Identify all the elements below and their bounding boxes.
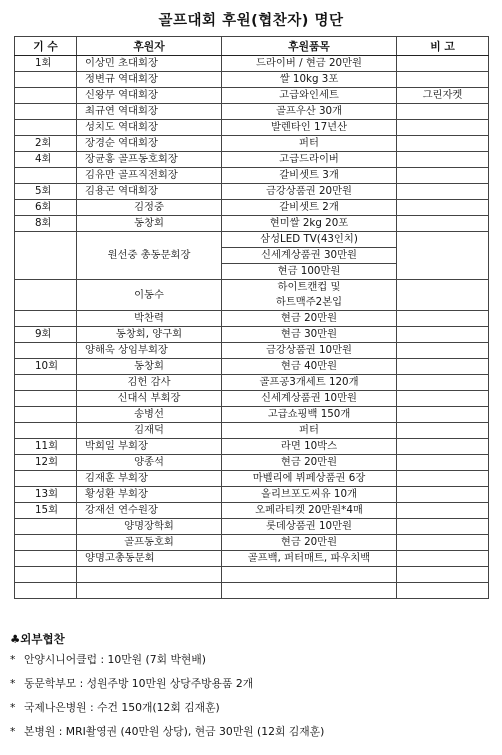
item-cell: 현금 20만원 [222, 311, 397, 327]
sponsor-cell: 김재훈 부회장 [77, 471, 222, 487]
item-cell: 현금 40만원 [222, 359, 397, 375]
external-item-text: 안양시니어클럽 : 10만원 (7회 박현배) [24, 653, 206, 666]
page-title: 골프대회 후원(협찬자) 명단 [158, 13, 344, 29]
gisu-cell: 15회 [15, 503, 77, 519]
note-cell [397, 359, 489, 375]
note-cell [397, 168, 489, 184]
gisu-cell [15, 471, 77, 487]
sponsor-cell: 박희일 부회장 [77, 439, 222, 455]
sponsor-cell: 정변규 역대회장 [77, 72, 222, 88]
item-cell: 고급쇼핑백 150개 [222, 407, 397, 423]
sponsor-cell: 송병선 [77, 407, 222, 423]
table-row [15, 407, 489, 423]
gisu-cell [15, 391, 77, 407]
sponsor-cell: 동창회, 양구회 [77, 327, 222, 343]
sponsor-cell: 김용곤 역대회장 [77, 184, 222, 200]
empty-cell [15, 583, 77, 599]
table-row [15, 168, 489, 184]
sponsor-cell: 동창회 [77, 216, 222, 232]
item-cell: 고급드라이버 [222, 152, 397, 168]
note-cell [397, 503, 489, 519]
note-cell [397, 439, 489, 455]
note-cell [397, 391, 489, 407]
note-cell [397, 136, 489, 152]
empty-cell [397, 567, 489, 583]
note-cell [397, 152, 489, 168]
item-cell: 하트맥주2본입 [222, 295, 397, 311]
external-list [10, 648, 490, 744]
item-cell: 발렌타인 17년산 [222, 120, 397, 136]
table-row [15, 391, 489, 407]
bullet-asterisk: * [10, 725, 16, 738]
gisu-cell [15, 232, 77, 280]
external-item [10, 648, 490, 672]
sponsor-cell: 장균홍 골프동호회장 [77, 152, 222, 168]
item-cell: 오페라티켓 20만원*4매 [222, 503, 397, 519]
note-cell [397, 471, 489, 487]
item-cell: 올리브포도씨유 10개 [222, 487, 397, 503]
item-cell: 현금 30만원 [222, 327, 397, 343]
gisu-cell: 1회 [15, 56, 77, 72]
gisu-cell [15, 535, 77, 551]
note-cell [397, 72, 489, 88]
gisu-cell [15, 88, 77, 104]
sponsor-cell: 황성환 부회장 [77, 487, 222, 503]
table-row [15, 72, 489, 88]
table-row-empty [15, 583, 489, 599]
note-cell [397, 535, 489, 551]
sponsor-cell: 동창회 [77, 359, 222, 375]
table-row [15, 152, 489, 168]
table-row [15, 136, 489, 152]
item-cell: 쌀 10kg 3포 [222, 72, 397, 88]
table-row [15, 184, 489, 200]
external-item-text: 동문학부모 : 성원주방 10만원 상당주방용품 2개 [24, 677, 254, 690]
table-row [15, 487, 489, 503]
note-cell [397, 120, 489, 136]
note-cell [397, 455, 489, 471]
sponsor-cell: 박찬력 [77, 311, 222, 327]
gisu-cell: 5회 [15, 184, 77, 200]
note-cell [397, 311, 489, 327]
table-row [15, 359, 489, 375]
sponsor-cell: 양종석 [77, 455, 222, 471]
note-cell: 그린자켓 [397, 88, 489, 104]
table-row [15, 56, 489, 72]
note-cell [397, 327, 489, 343]
sponsor-cell: 김재덕 [77, 423, 222, 439]
sponsor-cell: 골프동호회 [77, 535, 222, 551]
bullet-asterisk: * [10, 701, 16, 714]
item-cell: 갈비셋트 2개 [222, 200, 397, 216]
item-cell: 현미쌀 2kg 20포 [222, 216, 397, 232]
gisu-cell: 4회 [15, 152, 77, 168]
sponsor-table [14, 36, 489, 599]
table-row-empty [15, 567, 489, 583]
table-row [15, 375, 489, 391]
external-item [10, 672, 490, 696]
sponsor-cell: 원선중 총동문회장 [77, 232, 222, 280]
header-sponsor: 후원자 [77, 37, 222, 56]
item-cell: 고급와인세트 [222, 88, 397, 104]
gisu-cell [15, 343, 77, 359]
sponsor-cell: 이동수 [77, 280, 222, 311]
item-cell: 퍼터 [222, 136, 397, 152]
gisu-cell [15, 407, 77, 423]
item-cell: 현금 100만원 [222, 264, 397, 280]
external-item-text: 본병원 : MRI촬영권 (40만원 상당), 현금 30만원 (12회 김재훈) [24, 725, 325, 738]
note-cell [397, 184, 489, 200]
table-row [15, 280, 489, 296]
gisu-cell [15, 551, 77, 567]
table-row [15, 455, 489, 471]
header-note: 비 고 [397, 37, 489, 56]
note-cell [397, 407, 489, 423]
note-cell [397, 280, 489, 311]
table-row [15, 232, 489, 248]
item-cell: 라면 10박스 [222, 439, 397, 455]
sponsor-cell: 최규연 역대회장 [77, 104, 222, 120]
table-row [15, 503, 489, 519]
sponsor-cell: 신왕무 역대회장 [77, 88, 222, 104]
table-row [15, 88, 489, 104]
sponsor-cell: 장경순 역대회장 [77, 136, 222, 152]
table-row [15, 120, 489, 136]
gisu-cell [15, 311, 77, 327]
header-gisu: 기 수 [15, 37, 77, 56]
sponsor-cell: 양명고총동문회 [77, 551, 222, 567]
item-cell: 신세계상품권 30만원 [222, 248, 397, 264]
empty-cell [15, 567, 77, 583]
gisu-cell [15, 375, 77, 391]
external-item [10, 696, 490, 720]
table-row [15, 327, 489, 343]
item-cell: 하이트캔컵 및 [222, 280, 397, 296]
empty-cell [77, 583, 222, 599]
item-cell: 현금 20만원 [222, 455, 397, 471]
note-cell [397, 487, 489, 503]
table-row [15, 311, 489, 327]
table-row [15, 535, 489, 551]
sponsor-cell: 김유만 골프직전회장 [77, 168, 222, 184]
empty-cell [222, 567, 397, 583]
gisu-cell [15, 423, 77, 439]
gisu-cell [15, 120, 77, 136]
gisu-cell [15, 519, 77, 535]
note-cell [397, 375, 489, 391]
external-sponsors [10, 630, 490, 744]
table-row [15, 519, 489, 535]
note-cell [397, 232, 489, 280]
gisu-cell [15, 168, 77, 184]
bullet-asterisk: * [10, 677, 16, 690]
item-cell: 갈비셋트 3개 [222, 168, 397, 184]
sponsor-cell: 김헌 감사 [77, 375, 222, 391]
gisu-cell: 6회 [15, 200, 77, 216]
sponsor-cell: 성치도 역대회장 [77, 120, 222, 136]
table-row [15, 200, 489, 216]
gisu-cell: 8회 [15, 216, 77, 232]
empty-cell [222, 583, 397, 599]
item-cell: 마벨리에 뷔페상품권 6장 [222, 471, 397, 487]
note-cell [397, 343, 489, 359]
gisu-cell: 2회 [15, 136, 77, 152]
table-body [15, 56, 489, 599]
gisu-cell: 12회 [15, 455, 77, 471]
table-row [15, 423, 489, 439]
note-cell [397, 423, 489, 439]
sponsor-cell: 김정중 [77, 200, 222, 216]
external-title: ♣외부협찬 [10, 632, 65, 646]
empty-cell [77, 567, 222, 583]
sponsor-cell: 양명장학회 [77, 519, 222, 535]
item-cell: 골프백, 퍼터매트, 파우치백 [222, 551, 397, 567]
item-cell: 골프공3개세트 120개 [222, 375, 397, 391]
empty-cell [397, 583, 489, 599]
sponsor-cell: 이상민 초대회장 [77, 56, 222, 72]
item-cell: 퍼터 [222, 423, 397, 439]
gisu-cell: 11회 [15, 439, 77, 455]
table-row [15, 343, 489, 359]
table-row [15, 439, 489, 455]
note-cell [397, 104, 489, 120]
bullet-asterisk: * [10, 653, 16, 666]
sponsor-cell: 신대식 부회장 [77, 391, 222, 407]
table-row [15, 216, 489, 232]
gisu-cell [15, 72, 77, 88]
sponsor-cell: 강재선 연수원장 [77, 503, 222, 519]
gisu-cell: 10회 [15, 359, 77, 375]
external-item [10, 720, 490, 744]
item-cell: 삼성LED TV(43인치) [222, 232, 397, 248]
gisu-cell [15, 104, 77, 120]
table-row [15, 104, 489, 120]
sponsor-cell: 양해욱 상임부회장 [77, 343, 222, 359]
header-item: 후원품목 [222, 37, 397, 56]
item-cell: 신세계상품권 10만원 [222, 391, 397, 407]
note-cell [397, 200, 489, 216]
item-cell: 드라이버 / 현금 20만원 [222, 56, 397, 72]
gisu-cell: 9회 [15, 327, 77, 343]
item-cell: 금강상품권 10만원 [222, 343, 397, 359]
gisu-cell [15, 280, 77, 311]
item-cell: 골프우산 30개 [222, 104, 397, 120]
item-cell: 현금 20만원 [222, 535, 397, 551]
item-cell: 롯데상품권 10만원 [222, 519, 397, 535]
note-cell [397, 551, 489, 567]
table-row [15, 471, 489, 487]
table-row [15, 551, 489, 567]
note-cell [397, 56, 489, 72]
external-item-text: 국제나은병원 : 수건 150개(12회 김재훈) [24, 701, 220, 714]
note-cell [397, 216, 489, 232]
gisu-cell: 13회 [15, 487, 77, 503]
note-cell [397, 519, 489, 535]
item-cell: 금강상품권 20만원 [222, 184, 397, 200]
table-header-row [15, 37, 489, 56]
